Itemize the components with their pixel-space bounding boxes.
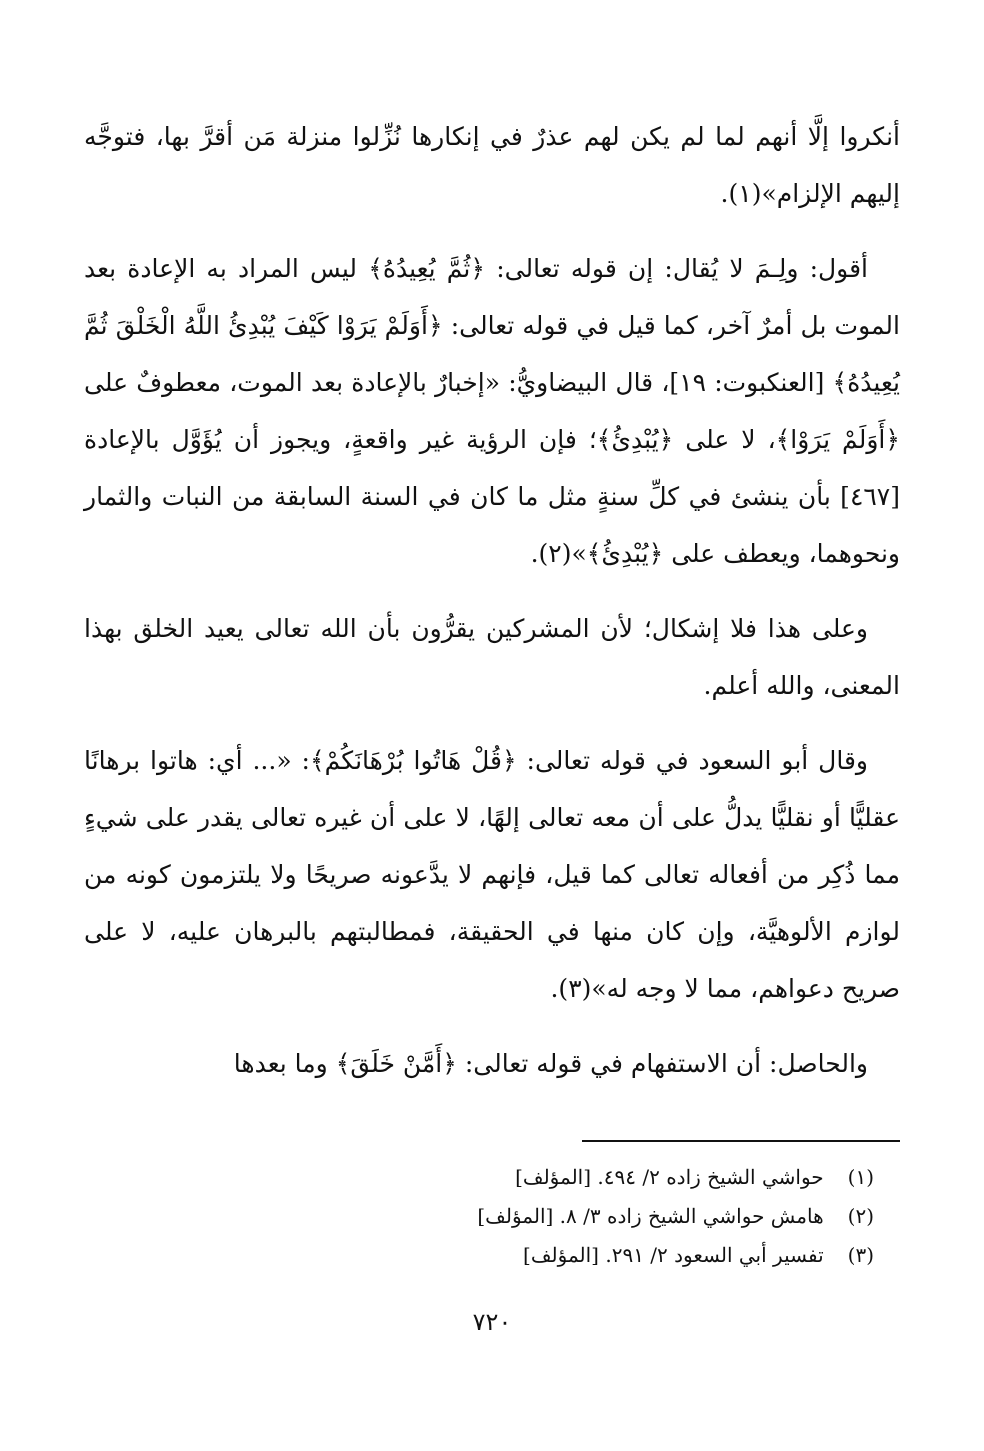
paragraph-3: وعلى هذا فلا إشكال؛ لأن المشركين يقرُّون بأن الله تعالى يعيد الخلق بهذا المعنى، والله أعلم. xyxy=(84,614,900,700)
footnote-2-text: هامش حواشي الشيخ زاده ٣/ ٨. [المؤلف] xyxy=(477,1204,824,1228)
footnote-1 xyxy=(174,1158,874,1197)
footnote-3-text: تفسير أبي السعود ٢/ ٢٩١. [المؤلف] xyxy=(523,1243,824,1267)
paragraph-2: أقول: ولِـمَ لا يُقال: إن قوله تعالى: ﴿ثُمَّ يُعِيدُهُ﴾ ليس المراد به الإعادة بعد الموت بل أمرٌ آخر، كما قيل في قوله تعالى: ﴿أَوَلَمْ يَرَوْا كَيْفَ يُبْدِئُ اللَّهُ الْخَلْقَ ثُمَّ يُعِيدُهُ﴾ [العنكبوت: ١٩]، قال البيضاويُّ: «إخبارٌ بالإعادة بعد الموت، معطوفٌ على ﴿أَوَلَمْ يَرَوْا﴾، لا على ﴿يُبْدِئُ﴾؛ فإن الرؤية غير واقعةٍ، ويجوز أن يُؤَوَّل بالإعادة [٤٦٧] بأن ينشئ في كلِّ سنةٍ مثل ما كان في السنة السابقة من النبات والثمار ونحوهما، ويعطف على ﴿يُبْدِئُ﴾»(٢). xyxy=(84,254,900,568)
footnote-1-text: حواشي الشيخ زاده ٢/ ٤٩٤. [المؤلف] xyxy=(515,1165,824,1189)
paragraph-4: وقال أبو السعود في قوله تعالى: ﴿قُلْ هَاتُوا بُرْهَانَكُمْ﴾: «... أي: هاتوا برهانًا عقليًّا أو نقليًّا يدلُّ على أن معه تعالى إلهًا، لا على أن غيره تعالى يقدر على شيءٍ مما ذُكِر من أفعاله تعالى كما قيل، فإنهم لا يدَّعونه صريحًا ولا يلتزمون كونه من لوازم الألوهيَّة، وإن كان منها في الحقيقة، فمطالبتهم بالبرهان عليه، لا على صريح دعواهم، مما لا وجه له»(٣). xyxy=(84,746,900,1003)
footnotes xyxy=(174,1158,874,1275)
paragraph-5: والحاصل: أن الاستفهام في قوله تعالى: ﴿أَمَّنْ خَلَقَ﴾ وما بعدها xyxy=(233,1049,868,1078)
paragraph-1: أنكروا إلَّا أنهم لما لم يكن لهم عذرٌ في إنكارها نُزِّلوا منزلة مَن أقرَّ بها، فتوجَّه إليهم الإلزام»(١). xyxy=(84,122,900,208)
footnote-3-number: (٣) xyxy=(847,1243,874,1267)
footnote-separator xyxy=(582,1140,900,1142)
footnote-2 xyxy=(174,1197,874,1236)
footnote-2-number: (٢) xyxy=(847,1204,874,1228)
footnote-1-number: (١) xyxy=(847,1165,874,1189)
footnote-3 xyxy=(174,1236,874,1275)
page-number: ٧٢٠ xyxy=(472,1308,512,1336)
main-text xyxy=(84,108,900,1110)
